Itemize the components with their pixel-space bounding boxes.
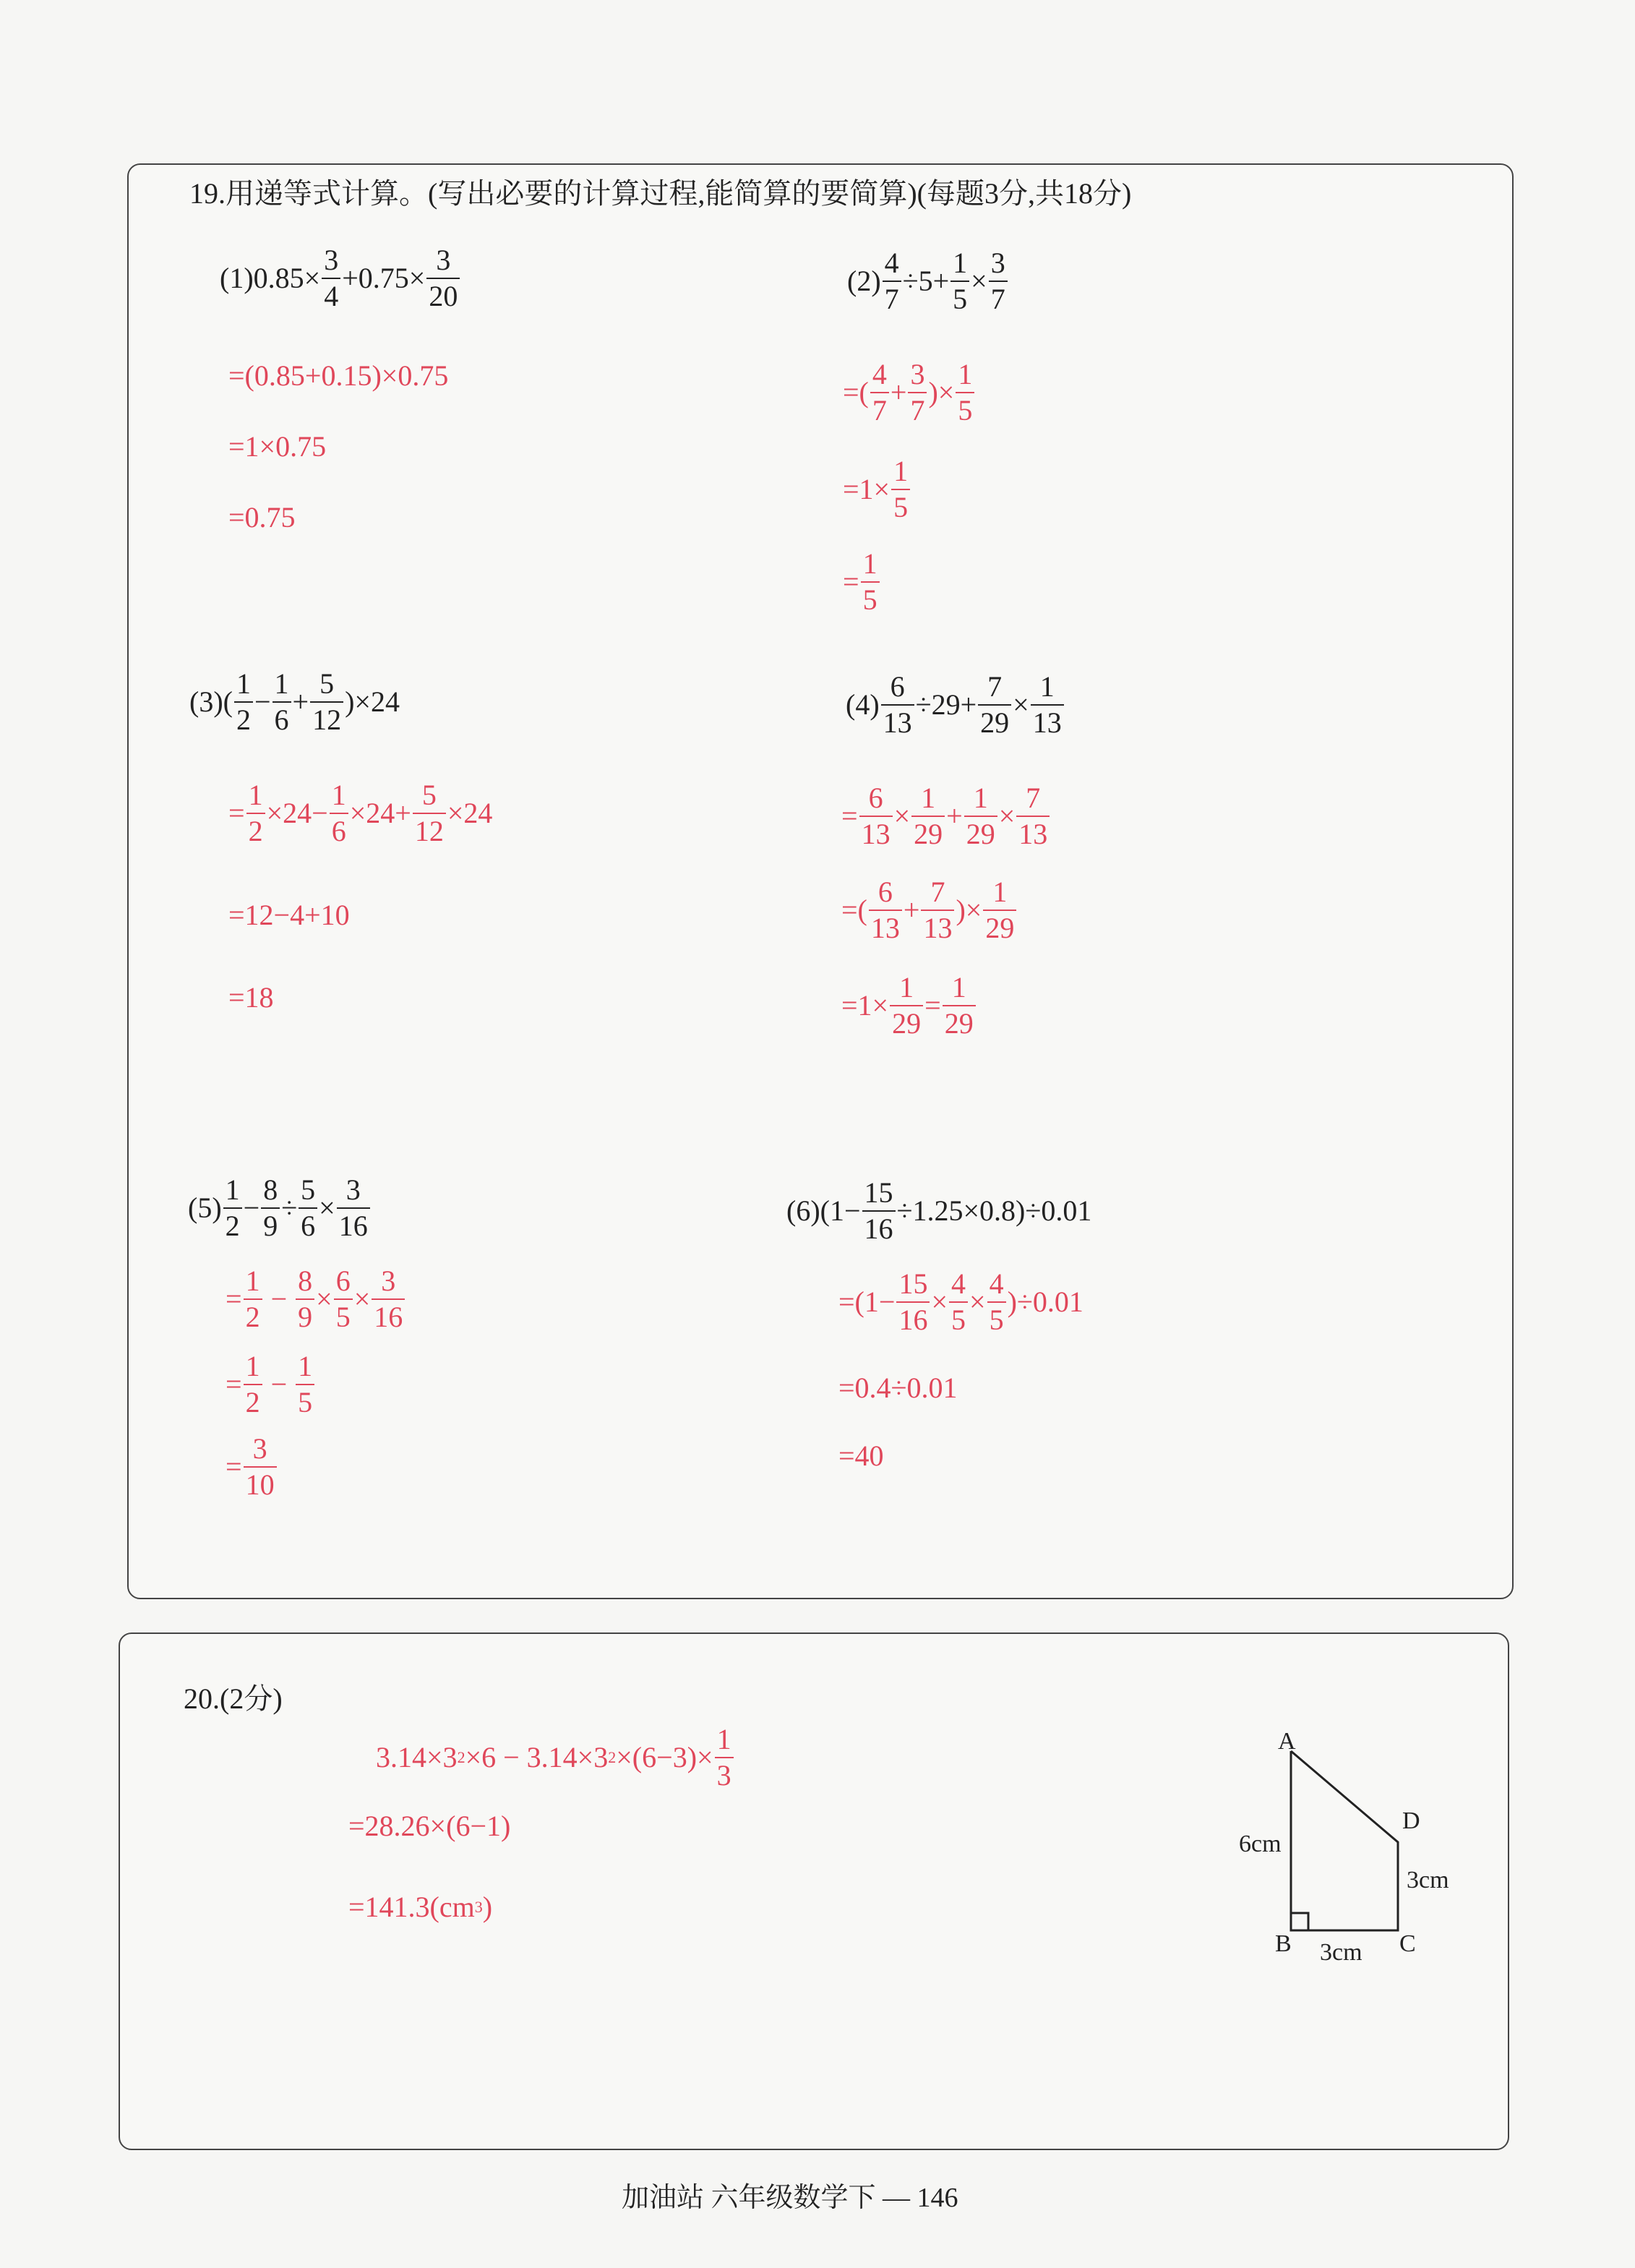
q19-title: 19.用递等式计算。(写出必要的计算过程,能简算的要简算)(每题3分,共18分) [189, 177, 1132, 210]
figure-label-c: C [1399, 1930, 1416, 1957]
q19-p2-step-3: = $\frac{1}{5}$ [843, 549, 881, 615]
figure-label-right-3cm: 3cm [1407, 1867, 1449, 1893]
q19-p1-step-1: =(0.85+0.15)×0.75 [228, 359, 449, 392]
q19-p5-step-3: = $\frac{3}{10}$ [226, 1434, 278, 1499]
q20-step-1: 3.14×3 2 ×6 − 3.14×3 2 ×(6−3)× $\frac{1}{3}$ [376, 1725, 735, 1790]
q19-p2-step-1: =( $\frac{4}{7}$ + $\frac{3}{7}$ )× $\frac{1}{5}$ [843, 360, 976, 425]
q19-p4-step-1: = $\frac{6}{13}$ × $\frac{1}{29}$ + $\frac{1}{29}$ × $\frac{7}{13}$ [841, 784, 1051, 849]
figure-label-bottom-3cm: 3cm [1320, 1939, 1362, 1966]
q19-p4-step-3: =1× $\frac{1}{29}$ = $\frac{1}{29}$ [841, 973, 977, 1038]
q19-p3-step-3: =18 [228, 981, 274, 1014]
q19-p5-step-2: = $\frac{1}{2}$ − $\frac{1}{5}$ [226, 1352, 316, 1417]
q20-step-3: =141.3(cm 3 ) [348, 1891, 493, 1923]
q19-p1-step-2: =1×0.75 [228, 430, 327, 463]
q19-problem-3: (3)( $\frac{1}{2}$ − $\frac{1}{6}$ + $\frac{5}{12}$ )×24 [189, 667, 400, 736]
q19-p2-step-2: =1× $\frac{1}{5}$ [843, 457, 911, 522]
q19-problem-2: (2) $\frac{4}{7}$ ÷5+ $\frac{1}{5}$ × $\frac{3}{7}$ [847, 249, 1009, 314]
q19-p3-step-1: = $\frac{1}{2}$ ×24− $\frac{1}{6}$ ×24+ $\frac{5}{12}$ ×24 [228, 779, 493, 847]
figure-label-b: B [1275, 1930, 1292, 1957]
q19-p6-step-3: =40 [838, 1439, 884, 1472]
figure-label-d: D [1402, 1807, 1420, 1834]
q19-p6-step-1: =(1− $\frac{15}{16}$ × $\frac{4}{5}$ × $\frac{4}{5}$ )÷0.01 [838, 1267, 1083, 1336]
q19-p6-step-2: =0.4÷0.01 [838, 1372, 958, 1404]
q19-problem-6: (6)(1− $\frac{15}{16}$ ÷1.25×0.8)÷0.01 [786, 1176, 1092, 1245]
q19-problem-5: (5) $\frac{1}{2}$ − $\frac{8}{9}$ ÷ $\frac{5}{6}$ × $\frac{3}{16}$ [188, 1176, 372, 1241]
q19-p1-step-3: =0.75 [228, 501, 296, 534]
q19-p3-step-2: =12−4+10 [228, 899, 350, 931]
q19-p5-step-1: = $\frac{1}{2}$ − $\frac{8}{9}$ × $\frac{6}{5}$ × $\frac{3}{16}$ [226, 1267, 406, 1332]
figure-label-left-6cm: 6cm [1239, 1831, 1282, 1857]
q19-problem-1: (1)0.85× $\frac{3}{4}$ +0.75× $\frac{3}{20}$ [220, 246, 461, 311]
q20-step-2: =28.26×(6−1) [348, 1810, 511, 1842]
q20-title: 20.(2分) [184, 1682, 283, 1715]
q19-p4-step-2: =( $\frac{6}{13}$ + $\frac{7}{13}$ )× $\frac{1}{29}$ [841, 878, 1018, 943]
page-footer: 加油站 六年级数学下 — 146 [622, 2183, 958, 2213]
q19-problem-4: (4) $\frac{6}{13}$ ÷29+ $\frac{7}{29}$ × $\frac{1}{13}$ [846, 672, 1065, 737]
figure-label-a: A [1278, 1728, 1296, 1755]
